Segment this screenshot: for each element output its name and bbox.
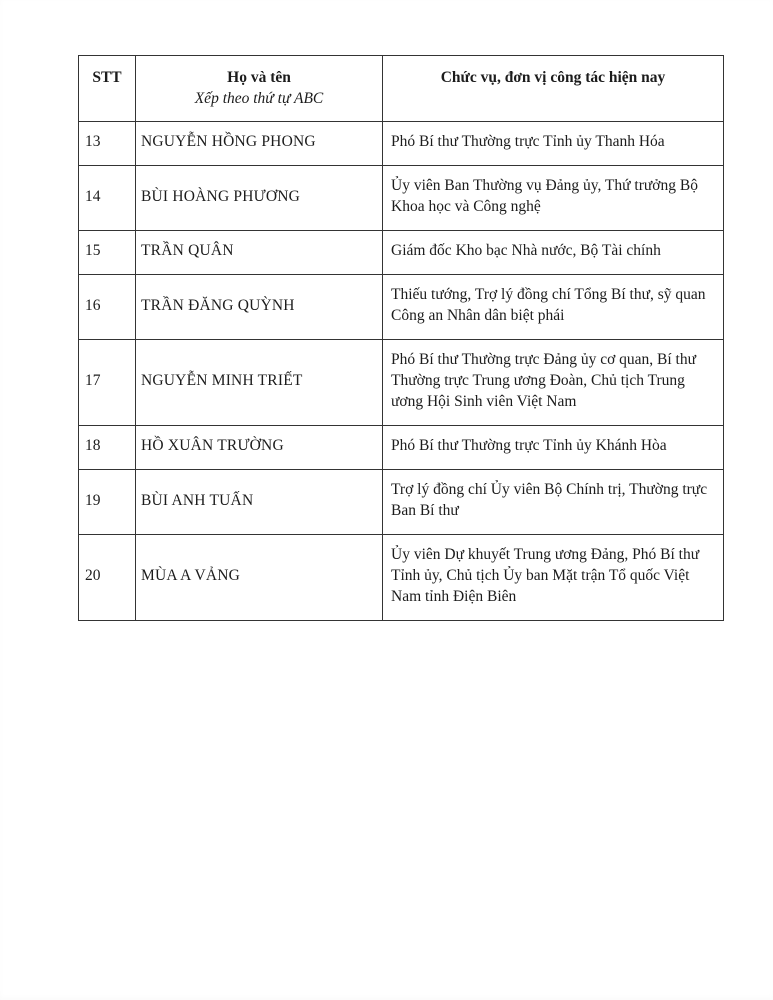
table-row [79,122,724,166]
row-position: Phó Bí thư Thường trực Đảng ủy cơ quan, Bí thư Thường trực Trung ương Đoàn, Chủ tịch Trung ương Hội Sinh viên Việt Nam [383,340,724,426]
row-position: Giám đốc Kho bạc Nhà nước, Bộ Tài chính [383,231,724,275]
row-name: HỒ XUÂN TRƯỜNG [136,426,383,470]
row-stt: 20 [79,535,136,621]
table-row [79,166,724,231]
row-position: Trợ lý đồng chí Ủy viên Bộ Chính trị, Thường trực Ban Bí thư [383,470,724,535]
row-position: Phó Bí thư Thường trực Tỉnh ủy Thanh Hóa [383,122,724,166]
table-header-row [79,56,724,122]
row-name: NGUYỄN HỒNG PHONG [136,122,383,166]
row-position: Ủy viên Dự khuyết Trung ương Đảng, Phó Bí thư Tỉnh ủy, Chủ tịch Ủy ban Mặt trận Tổ quốc Việt Nam tỉnh Điện Biên [383,535,724,621]
header-name-title: Họ và tên [227,69,291,86]
table-row [79,340,724,426]
row-name: TRẦN ĐĂNG QUỲNH [136,275,383,340]
row-position: Thiếu tướng, Trợ lý đồng chí Tổng Bí thư, sỹ quan Công an Nhân dân biệt phái [383,275,724,340]
header-stt: STT [79,56,136,122]
row-stt: 14 [79,166,136,231]
table-row [79,426,724,470]
header-name [136,56,383,122]
table-row [79,275,724,340]
table-row [79,231,724,275]
row-stt: 15 [79,231,136,275]
row-name: NGUYỄN MINH TRIẾT [136,340,383,426]
table-row [79,470,724,535]
header-position: Chức vụ, đơn vị công tác hiện nay [383,56,724,122]
header-name-subtitle: Xếp theo thứ tự ABC [194,90,324,107]
row-name: MÙA A VẢNG [136,535,383,621]
row-position: Phó Bí thư Thường trực Tỉnh ủy Khánh Hòa [383,426,724,470]
table-row [79,535,724,621]
row-name: TRẦN QUÂN [136,231,383,275]
row-stt: 19 [79,470,136,535]
row-position: Ủy viên Ban Thường vụ Đảng ủy, Thứ trưởng Bộ Khoa học và Công nghệ [383,166,724,231]
row-stt: 16 [79,275,136,340]
row-name: BÙI ANH TUẤN [136,470,383,535]
row-stt: 17 [79,340,136,426]
row-stt: 13 [79,122,136,166]
personnel-table [78,55,724,621]
row-name: BÙI HOÀNG PHƯƠNG [136,166,383,231]
row-stt: 18 [79,426,136,470]
